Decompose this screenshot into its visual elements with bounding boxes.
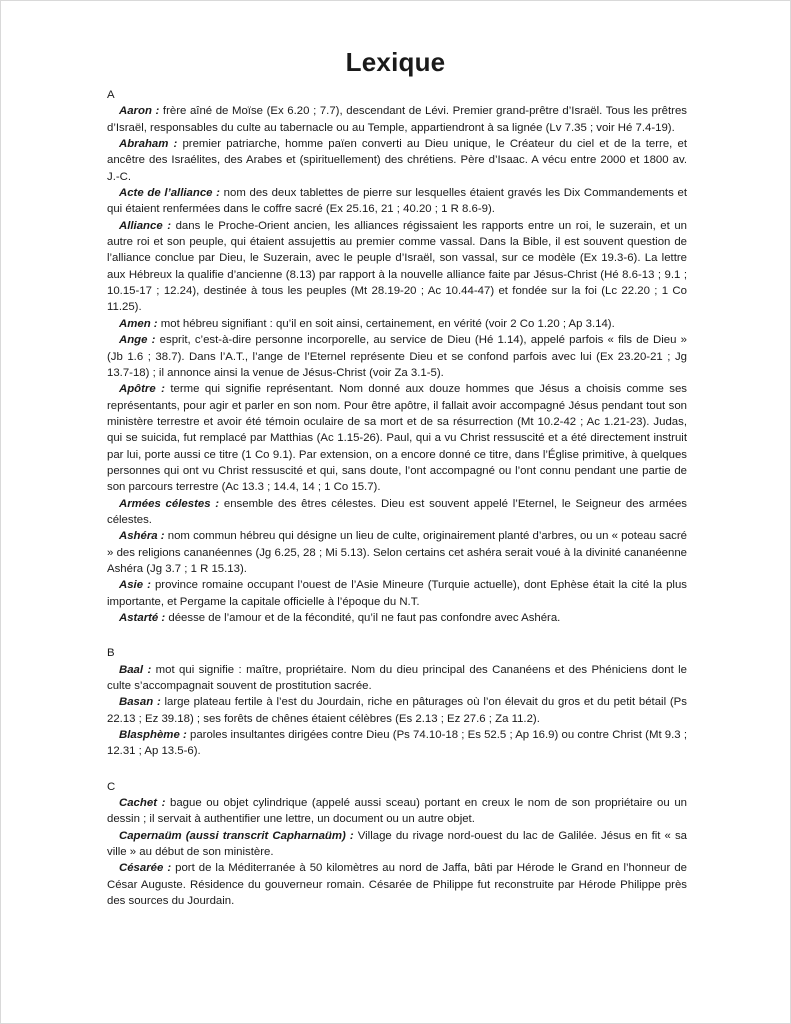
- lexicon-entry: [107, 577, 687, 610]
- entry-term: Aaron :: [119, 105, 160, 118]
- entry-definition: paroles insultantes dirigées contre Dieu (Ps 74.10-18 ; Es 52.5 ; Ap 16.9) ou contre Christ (Mt 9.3 ; 12.31 ; Ap 13.5-6).: [107, 729, 688, 758]
- lexicon-entry: [107, 860, 687, 909]
- lexicon-section: [107, 87, 687, 626]
- entry-term: Basan :: [119, 696, 161, 709]
- entry-definition: déesse de l’amour et de la fécondité, qu’il ne faut pas confondre avec Ashéra.: [165, 612, 561, 624]
- lexicon-entry: [107, 316, 687, 332]
- lexicon-section: [107, 779, 687, 910]
- lexicon-entry: [107, 727, 687, 760]
- entry-term: Asie :: [119, 579, 151, 592]
- entry-definition: bague ou objet cylindrique (appelé aussi sceau) portant en creux le nom de son propriétaire ou un dessin ; il servait à authentifier une lettre, un document ou un autre objet.: [107, 797, 687, 826]
- entry-definition: premier patriarche, homme païen converti au Dieu unique, le Créateur du ciel et de la terre, et ancêtre des Israélites, des Arabes et (spirituellement) des chrétiens. Père d’Isaac. A vécu entre 2000 et 1800 av. J.-C.: [107, 138, 687, 183]
- entry-term: Césarée :: [119, 862, 172, 875]
- lexicon-entry: [107, 795, 687, 828]
- entry-term: Armées célestes :: [119, 497, 220, 510]
- entry-definition: ensemble des êtres célestes. Dieu est souvent appelé l’Eternel, le Seigneur des armées célestes.: [107, 497, 687, 526]
- entry-definition: province romaine occupant l’ouest de l’Asie Mineure (Turquie actuelle), dont Ephèse était la cité la plus importante, et Pergame la capitale officielle à l’époque du N.T.: [107, 579, 687, 608]
- section-letter: C: [107, 780, 116, 793]
- entry-definition: Village du rivage nord-ouest du lac de Galilée. Jésus en fit « sa ville » au début de son ministère.: [107, 829, 687, 859]
- lexicon-content: [107, 87, 687, 910]
- lexicon-entry: [107, 828, 687, 861]
- section-letter: B: [107, 647, 115, 660]
- lexicon-entry: [107, 332, 687, 381]
- entry-definition: nom des deux tablettes de pierre sur lesquelles étaient gravés les Dix Commandements et qui étaient renfermées dans le coffre sacré (Ex 25.16, 21 ; 40.20 ; 1 R 8.6-9).: [107, 187, 687, 216]
- lexicon-entry: [107, 185, 687, 218]
- section-letter: A: [107, 89, 115, 101]
- entry-term: Apôtre :: [119, 383, 165, 396]
- lexicon-section: [107, 645, 687, 759]
- entry-term: Ange :: [119, 334, 156, 347]
- lexicon-entry: [107, 694, 687, 727]
- entry-term: Astarté :: [119, 612, 166, 624]
- entry-term: Ashéra :: [119, 530, 165, 543]
- entry-term: Acte de l’alliance :: [119, 187, 220, 200]
- lexicon-entry: [107, 218, 687, 316]
- lexicon-entry: [107, 610, 687, 626]
- lexicon-entry: [107, 136, 687, 185]
- entry-definition: port de la Méditerranée à 50 kilomètres au nord de Jaffa, bâti par Hérode le Grand en l’honneur de César Auguste. Résidence du gouverneur romain. Césarée de Philippe fut reconstruite par Hérode Philippe près des sources du Jourdain.: [107, 862, 687, 908]
- entry-term: Amen :: [119, 317, 158, 330]
- lexicon-entry: [107, 103, 687, 136]
- page-title: Lexique: [345, 47, 446, 77]
- entry-term: Capernaüm (aussi transcrit Capharnaüm) :: [119, 829, 354, 842]
- entry-definition: mot hébreu signifiant : qu’il en soit ainsi, certainement, en vérité (voir 2 Co 1.20 ; Ap 3.14).: [157, 317, 615, 330]
- entry-term: Baal :: [119, 663, 152, 676]
- lexicon-entry: [107, 496, 687, 529]
- lexicon-entry: [107, 381, 687, 495]
- entry-term: Abraham :: [119, 138, 178, 151]
- entry-term: Cachet :: [119, 797, 166, 810]
- lexicon-entry: [107, 662, 687, 695]
- lexicon-entry: [107, 528, 687, 577]
- entry-definition: esprit, c’est-à-dire personne incorporelle, au service de Dieu (Hé 1.14), appelé parfois « fils de Dieu » (Jb 1.6 ; 38.7). Dans l’A.T., l’ange de l’Eternel représente Dieu et se confond parfois avec lui (Ex 23.20-21 ; Jg 13.7-18) ; il annonce ainsi la venue de Jésus-Christ (voir Za 3.1-5).: [107, 334, 688, 379]
- entry-definition: mot qui signifie : maître, propriétaire. Nom du dieu principal des Cananéens et des Phéniciens dont le culte s’accompagnait souvent de prostitution sacrée.: [107, 663, 687, 693]
- entry-term: Alliance :: [119, 219, 172, 232]
- entry-definition: dans le Proche-Orient ancien, les alliances régissaient les rapports entre un roi, le suzerain, et un autre roi et son peuple, qui étaient assujettis au premier comme vassal. Dans la Bible, il est souvent question de l’alliance conclue par Dieu, le Suzerain, avec le peuple d’Israël, son vassal, sur ce modèle (Ex 19.3-6). La lettre aux Hébreux la qualifie d’ancienne (8.13) par rapport à la nouvelle alliance faite par Jésus-Christ (Hé 8.6-13 ; 9.1 ; 10.15-17 ; 12.24), destinée à tous les peuples (Mt 28.19-20 ; Ac 10.44-47) et fondée sur la foi (Lc 22.20 ; 1 Co 11.25).: [107, 219, 688, 314]
- entry-definition: large plateau fertile à l’est du Jourdain, riche en pâturages où l’on élevait du gros et du petit bétail (Ps 22.13 ; Ez 39.18) ; ses forêts de chênes étaient célèbres (Es 2.13 ; Ez 27.6 ; Za 11.2).: [107, 696, 687, 725]
- entry-definition: nom commun hébreu qui désigne un lieu de culte, originairement planté d’arbres, ou un « poteau sacré » des religions cananéennes (Jg 6.25, 28 ; Mi 5.13). Selon certains cet ashéra serait voué à la divinité cananéenne Ashéra (Jg 3.7 ; 1 R 15.13).: [107, 530, 687, 575]
- entry-definition: frère aîné de Moïse (Ex 6.20 ; 7.7), descendant de Lévi. Premier grand-prêtre d’Israël. Tous les prêtres d’Israël, responsables du culte au tabernacle ou au Temple, appartiendront à sa lignée (Lv 7.35 ; voir Hé 7.4-19).: [107, 105, 687, 134]
- entry-definition: terme qui signifie représentant. Nom donné aux douze hommes que Jésus a choisis comme ses représentants, pour agir et parler en son nom. Pour être apôtre, il fallait avoir accompagné Jésus pendant tout son ministère terrestre et avoir été témoin oculaire de sa mort et de sa résurrection (Mt 10.2-42 ; Ac 1.21-23). Judas, qui se suicida, fut remplacé par Matthias (Ac 1.15-26). Paul, qui a vu Christ ressuscité et a été directement instruit par lui, porte aussi ce titre (1 Co 9.1). Par extension, on a encore donné ce titre, dans l’Église primitive, à quelques personnes qui ont vu Christ ressuscité et qui, sans doute, l’ont accompagné ou l’ont connu pendant une partie de son parcours terrestre (Ac 13.3 ; 14.4, 14 ; 1 Co 15.7).: [107, 383, 687, 494]
- entry-term: Blasphème :: [119, 729, 187, 742]
